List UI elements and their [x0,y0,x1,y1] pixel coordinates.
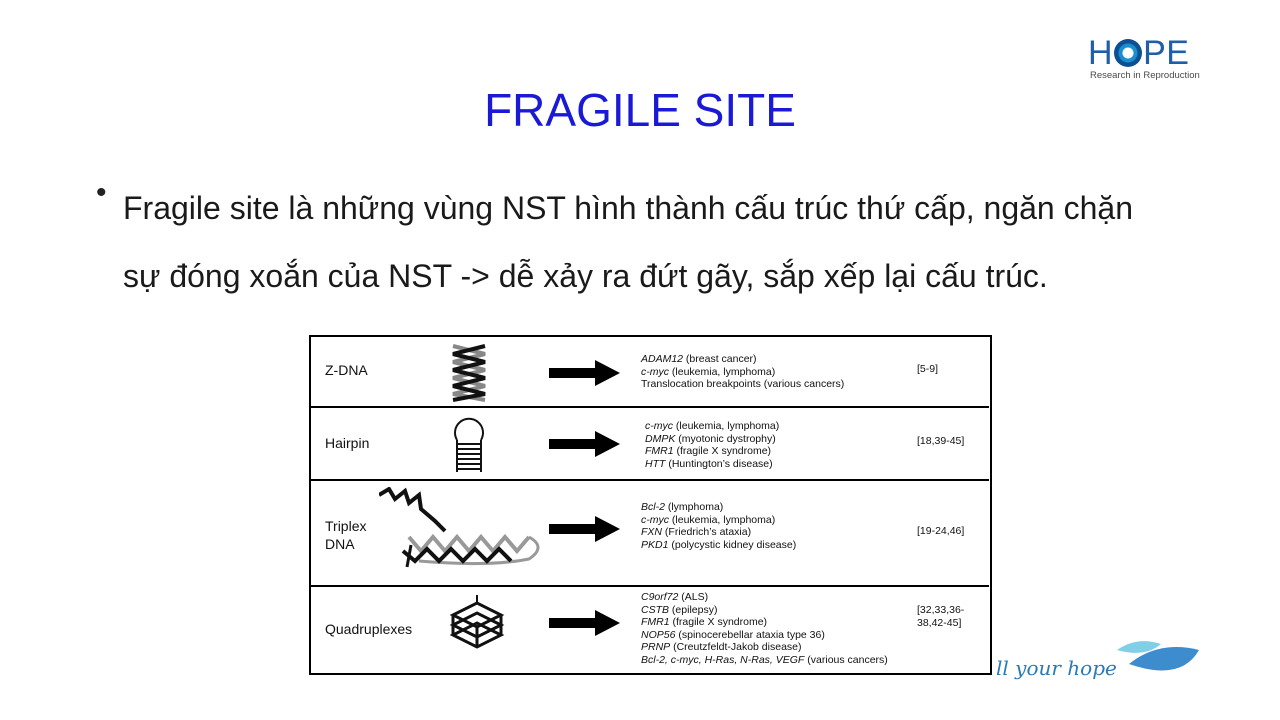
row-references: [32,33,36- 38,42-45] [917,604,965,629]
entry: c-myc (leukemia, lymphoma) [641,513,776,526]
entry: PRNP (Creutzfeldt-Jakob disease) [641,641,802,654]
eye-icon [1114,39,1142,67]
slide-title: FRAGILE SITE [484,84,796,136]
entry: DMPK (myotonic dystrophy) [645,432,776,445]
hairpin-icon [445,414,495,476]
hope-leaf-icon [1115,636,1201,682]
entry: FXN (Friedrich’s ataxia) [641,526,752,539]
entry: Bcl-2 (lymphoma) [641,501,724,513]
row-label: Hairpin [325,435,370,451]
bullet-dot-icon: • [96,176,107,209]
entry: Translocation breakpoints (various cancers) [641,378,845,391]
logo-wordmark: H PE [1088,34,1190,72]
footer-tagline: ll your hope [996,656,1117,680]
row-references: [18,39-45] [917,435,965,447]
fragile-site-figure [309,335,992,675]
entry: NOP56 (spinocerebellar ataxia type 36) [641,628,825,641]
entry: FMR1 (fragile X syndrome) [645,445,772,458]
entry: FMR1 (fragile X syndrome) [641,616,768,629]
row-references: [19-24,46] [917,525,965,537]
figure-row-quadruplexes [311,587,989,673]
logo-subtitle: Research in Reproduction [1090,70,1200,81]
entry: c-myc (leukemia, lymphoma) [645,420,780,432]
entry: HTT (Huntington’s disease) [645,457,773,470]
arrow-right-icon [549,430,621,458]
row-label: Triplex DNA [325,518,367,552]
entry: Bcl-2, c-myc, H-Ras, N-Ras, VEGF (various cancers) [641,653,888,666]
entry: CSTB (epilepsy) [641,603,718,616]
entry: ADAM12 (breast cancer) [641,353,757,365]
bullet-line-2: sự đóng xoắn của NST -> dễ xảy ra đứt gãy, sắp xếp lại cấu trúc. [123,258,1048,294]
z-dna-helix-icon [445,342,495,404]
arrow-right-icon [549,609,621,637]
row-description [641,501,796,551]
quadruplex-icon [449,593,505,651]
row-description [641,591,888,667]
arrow-right-icon [549,359,621,387]
triplex-dna-icon [379,487,551,573]
row-label: Z-DNA [325,362,368,378]
bullet-line-1: Fragile site là những vùng NST hình thành cấu trúc thứ cấp, ngăn chặn [123,190,1133,226]
row-references: [5-9] [917,363,939,375]
entry: C9orf72 (ALS) [641,591,709,603]
arrow-right-icon [549,515,621,543]
entry: PKD1 (polycystic kidney disease) [641,538,797,551]
figure-row-triplex-dna [311,481,989,587]
figure-row-hairpin [311,408,989,481]
row-description [641,353,844,391]
row-description [645,420,779,470]
hope-logo [1088,36,1208,86]
entry: c-myc (leukemia, lymphoma) [641,365,776,378]
row-label: Quadruplexes [325,621,413,637]
figure-row-z-dna [311,337,989,408]
bullet-text [123,174,1213,310]
